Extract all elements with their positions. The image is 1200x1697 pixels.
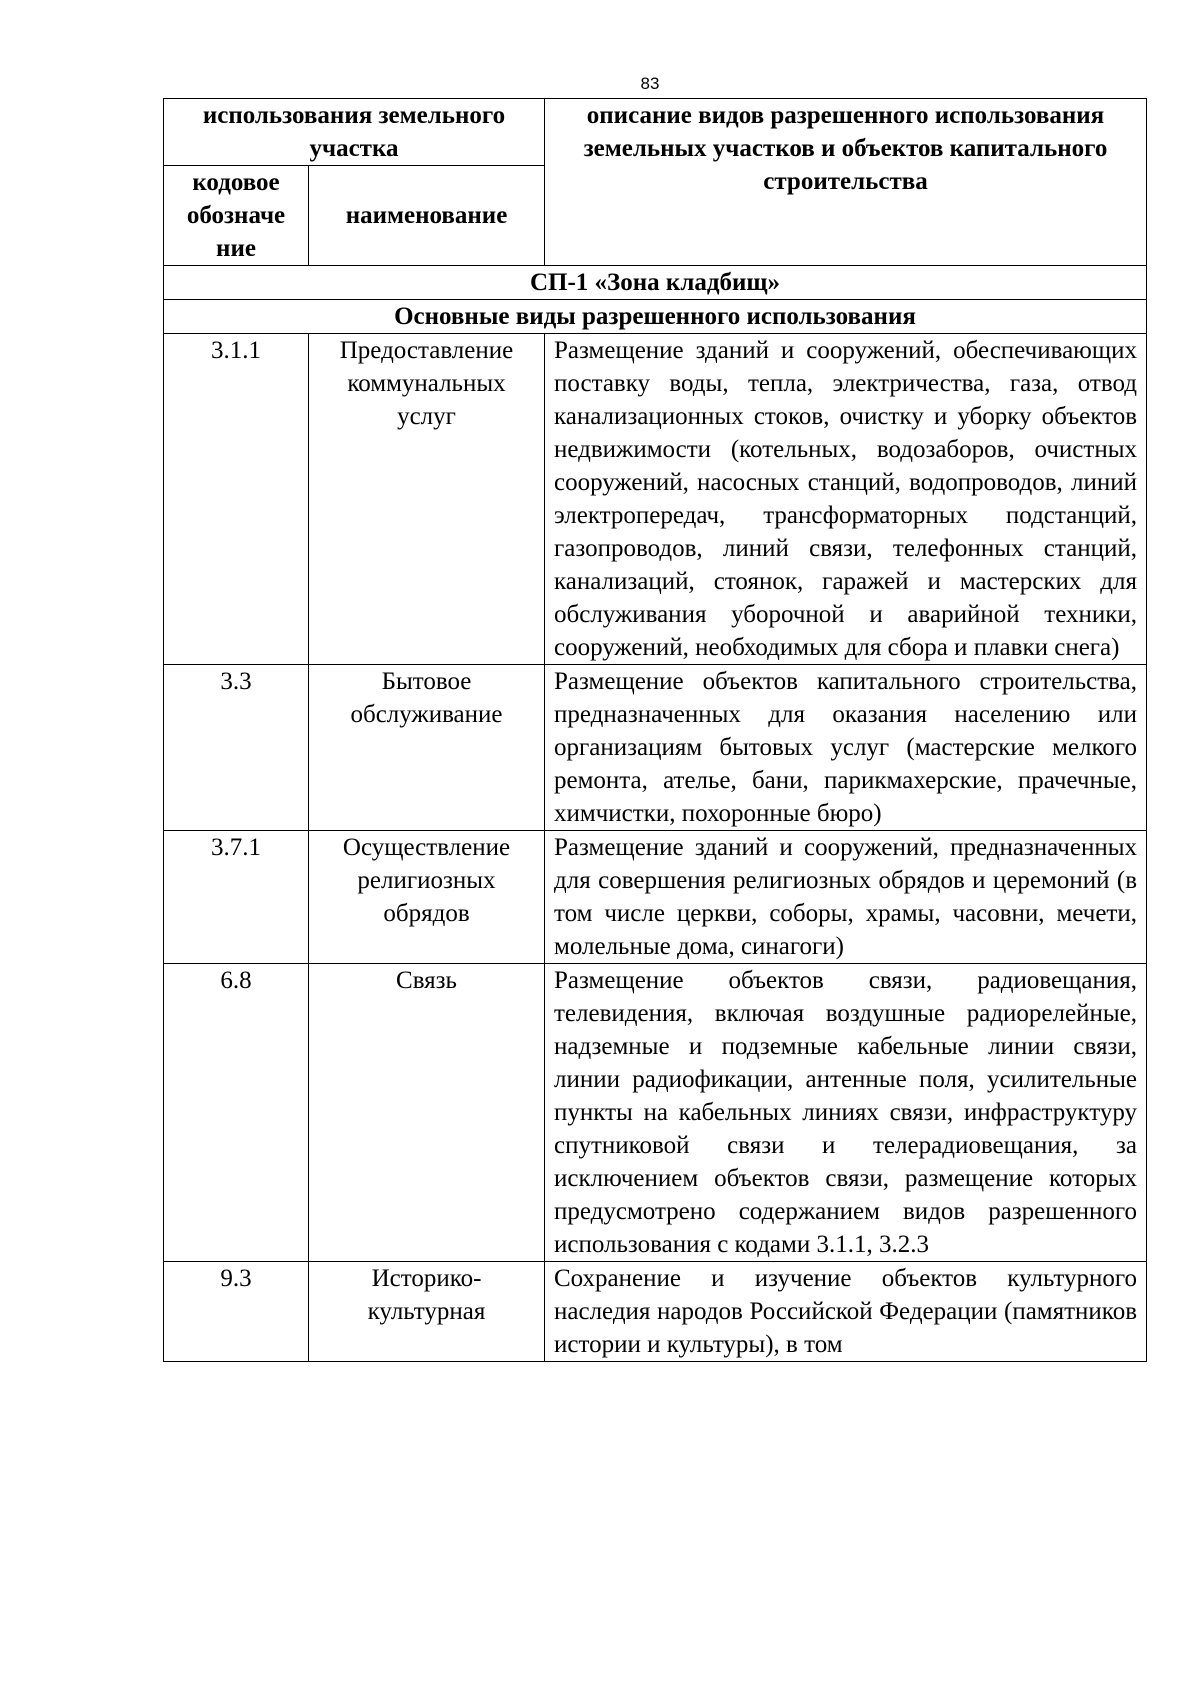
row-description: Размещение объектов капитального строительства, предназначенных для оказания населению или организациям бытовых услуг (мастерские мелкого ремонта, ателье, бани, парикмахерские, прачечные, химчистки, похоронные бюро) [545,665,1147,831]
row-code: 6.8 [164,964,309,1262]
row-name: Связь [309,964,545,1262]
row-code: 3.1.1 [164,334,309,665]
row-code: 3.3 [164,665,309,831]
table-row [164,334,1147,665]
zone-title: СП-1 «Зона кладбищ» [164,266,1147,300]
row-description: Размещение зданий и сооружений, обеспечивающих поставку воды, тепла, электричества, газа, отвод канализационных стоков, очистку и уборку объектов недвижимости (котельных, водозаборов, очистных сооружений, насосных станций, водопроводов, линий электропередач, трансформаторных подстанций, газопроводов, линий связи, телефонных станций, канализаций, стоянок, гаражей и мастерских для обслуживания уборочной и аварийной техники, сооружений, необходимых для сбора и плавки снега) [545,334,1147,665]
table-row [164,831,1147,964]
section-title: Основные виды разрешенного использования [164,300,1147,334]
table-row [164,964,1147,1262]
row-description: Сохранение и изучение объектов культурного наследия народов Российской Федерации (памятников истории и культуры), в том [545,1262,1147,1362]
header-name-title: наименование [309,166,545,266]
table-row [164,1262,1147,1362]
table-row [164,665,1147,831]
row-name: Предоставление коммунальных услуг [309,334,545,665]
land-use-table [163,98,1147,1362]
row-code: 9.3 [164,1262,309,1362]
page-number: 83 [640,74,660,93]
row-name: Осуществление религиозных обрядов [309,831,545,964]
row-description: Размещение зданий и сооружений, предназначенных для совершения религиозных обрядов и церемоний (в том числе церкви, соборы, храмы, часовни, мечети, молельные дома, синагоги) [545,831,1147,964]
header-description-title: описание видов разрешенного использования земельных участков и объектов капитального строительства [545,99,1147,266]
row-name: Историко-культурная [309,1262,545,1362]
row-description: Размещение объектов связи, радиовещания, телевидения, включая воздушные радиорелейные, надземные и подземные кабельные линии связи, линии радиофикации, антенные поля, усилительные пункты на кабельных линиях связи, инфраструктуру спутниковой связи и телерадиовещания, за исключением объектов связи, размещение которых предусмотрено содержанием видов разрешенного использования с кодами 3.1.1, 3.2.3 [545,964,1147,1262]
row-code: 3.7.1 [164,831,309,964]
header-code-title: кодовое обозначе ние [164,166,309,266]
header-group-title: использования земельного участка [164,99,545,166]
row-name: Бытовое обслуживание [309,665,545,831]
